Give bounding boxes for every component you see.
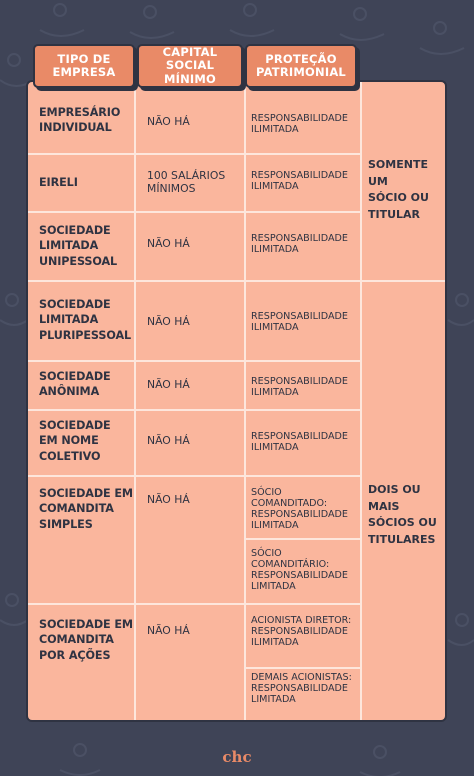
socios-group-many: DOIS OU MAIS SÓCIOS OU TITULARES (368, 483, 437, 546)
table-header (33, 44, 359, 88)
hand-holding-person-icon (420, 22, 464, 54)
table-row-protecao: RESPONSABILIDADE ILIMITADA (251, 431, 348, 454)
table-row-capital: NÃO HÁ (147, 237, 190, 250)
hand-holding-person-icon (340, 8, 384, 40)
table-row-capital: NÃO HÁ (147, 493, 190, 506)
table-row-capital: 100 SALÁRIOS MÍNIMOS (147, 169, 226, 195)
table-row-tipo: SOCIEDADE LIMITADA UNIPESSOAL (39, 224, 118, 268)
hand-holding-person-icon (0, 294, 28, 325)
header-protecao: PROTEÇÃO PATRIMONIAL (245, 44, 357, 88)
table-row-protecao: RESPONSABILIDADE ILIMITADA (251, 376, 348, 399)
table-row-tipo: SOCIEDADE EM COMANDITA POR AÇÕES (39, 618, 133, 662)
hand-holding-person-icon (448, 614, 474, 645)
brand-logo: chc (222, 748, 252, 766)
table-row-tipo: EIRELI (39, 176, 78, 189)
table-row-protecao: RESPONSABILIDADE ILIMITADA (251, 233, 348, 256)
table-row-protecao: DEMAIS ACIONISTAS: RESPONSABILIDADE LIMITADA (251, 672, 352, 706)
table-row-capital: NÃO HÁ (147, 434, 190, 447)
table-row-capital: NÃO HÁ (147, 624, 190, 637)
table-row-protecao: SÓCIO COMANDITADO: RESPONSABILIDADE ILIMITADA (251, 487, 348, 532)
header-tipo: TIPO DE EMPRESA (33, 44, 135, 88)
table-row-tipo: SOCIEDADE ANÔNIMA (39, 370, 111, 399)
table-row-capital: NÃO HÁ (147, 378, 190, 391)
table-row-capital: NÃO HÁ (147, 115, 190, 128)
table-row-tipo: SOCIEDADE EM COMANDITA SIMPLES (39, 487, 133, 531)
table-row-capital: NÃO HÁ (147, 315, 190, 328)
table-row-protecao: RESPONSABILIDADE ILIMITADA (251, 311, 348, 334)
hand-holding-person-icon (448, 294, 474, 325)
header-capital: CAPITAL SOCIAL MÍNIMO (137, 44, 243, 88)
table-row-protecao: RESPONSABILIDADE ILIMITADA (251, 170, 348, 193)
table-row-tipo: SOCIEDADE EM NOME COLETIVO (39, 419, 111, 463)
table-row-tipo: SOCIEDADE LIMITADA PLURIPESSOAL (39, 298, 132, 342)
table-row-protecao: SÓCIO COMANDITÁRIO: RESPONSABILIDADE LIMITADA (251, 548, 348, 593)
hand-holding-person-icon (230, 4, 274, 36)
comparison-table (26, 80, 447, 722)
table-row-protecao: RESPONSABILIDADE ILIMITADA (251, 113, 348, 136)
socios-group-one: SOMENTE UM SÓCIO OU TITULAR (368, 158, 429, 221)
table-row-tipo: EMPRESÁRIO INDIVIDUAL (39, 106, 121, 135)
hand-holding-person-icon (40, 4, 84, 36)
hand-holding-person-icon (130, 6, 174, 38)
table-row-protecao: ACIONISTA DIRETOR: RESPONSABILIDADE ILIMITADA (251, 615, 352, 649)
hand-holding-person-icon (0, 594, 28, 625)
